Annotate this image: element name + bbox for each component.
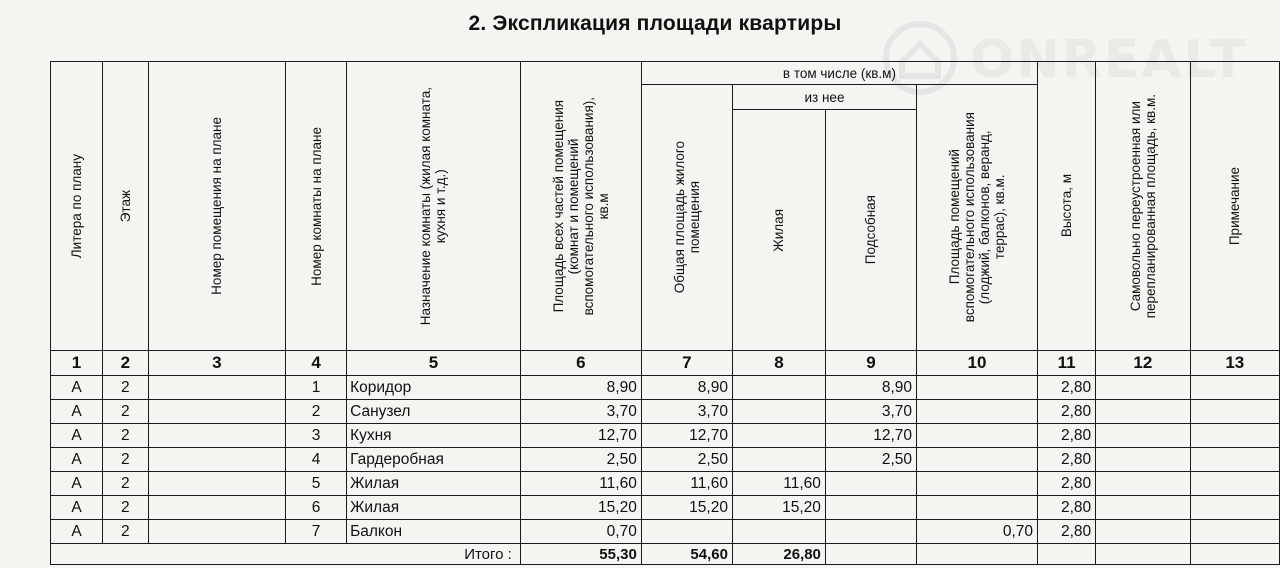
cell-balcony (917, 376, 1038, 400)
cell-purpose: Гардеробная (347, 448, 521, 472)
totals-row (51, 544, 1280, 565)
col-number: 6 (520, 351, 641, 376)
cell-note (1190, 448, 1279, 472)
cell-total-living: 8,90 (641, 376, 732, 400)
totals-living: 26,80 (732, 544, 825, 565)
cell-purpose: Жилая (347, 472, 521, 496)
cell-living: 11,60 (732, 472, 825, 496)
cell-illegal (1096, 472, 1190, 496)
cell-balcony (917, 424, 1038, 448)
cell-height: 2,80 (1038, 496, 1096, 520)
cell-purpose: Кухня (347, 424, 521, 448)
cell-premise (148, 496, 285, 520)
cell-premise (148, 400, 285, 424)
cell-floor: 2 (103, 424, 149, 448)
table-row (51, 448, 1280, 472)
cell-illegal (1096, 520, 1190, 544)
cell-balcony (917, 400, 1038, 424)
header-note: Примечание (1190, 62, 1279, 351)
cell-illegal (1096, 496, 1190, 520)
header-room-purpose: Назначение комнаты (жилая комната, кухня и т.д.) (347, 62, 521, 351)
header-group-of-which: из нее (732, 85, 916, 110)
cell-height: 2,80 (1038, 448, 1096, 472)
cell-balcony (917, 472, 1038, 496)
col-number: 12 (1096, 351, 1190, 376)
cell-floor: 2 (103, 448, 149, 472)
cell-premise (148, 424, 285, 448)
cell-total-all: 3,70 (520, 400, 641, 424)
cell-total-all: 0,70 (520, 520, 641, 544)
table-row (51, 424, 1280, 448)
cell-room: 4 (286, 448, 347, 472)
cell-illegal (1096, 376, 1190, 400)
cell-height: 2,80 (1038, 424, 1096, 448)
col-number: 3 (148, 351, 285, 376)
cell-note (1190, 424, 1279, 448)
cell-litera: А (51, 400, 103, 424)
cell-room: 1 (286, 376, 347, 400)
cell-living: 15,20 (732, 496, 825, 520)
cell-note (1190, 520, 1279, 544)
cell-total-living: 15,20 (641, 496, 732, 520)
header-balcony-area: Площадь помещений вспомогательного использования (лоджий, балконов, веранд, террас), кв.м. (917, 85, 1038, 351)
cell-total-all: 15,20 (520, 496, 641, 520)
table-row (51, 376, 1280, 400)
table-row (51, 496, 1280, 520)
cell-aux: 8,90 (825, 376, 916, 400)
cell-litera: А (51, 472, 103, 496)
cell-total-all: 12,70 (520, 424, 641, 448)
cell-height: 2,80 (1038, 472, 1096, 496)
cell-note (1190, 376, 1279, 400)
explication-table (50, 61, 1280, 565)
cell-illegal (1096, 424, 1190, 448)
cell-purpose: Коридор (347, 376, 521, 400)
cell-note (1190, 400, 1279, 424)
cell-litera: А (51, 520, 103, 544)
cell-living (732, 376, 825, 400)
cell-premise (148, 472, 285, 496)
cell-total-living: 3,70 (641, 400, 732, 424)
cell-litera: А (51, 448, 103, 472)
header-living: Жилая (732, 110, 825, 351)
header-auxiliary: Подсобная (825, 110, 916, 351)
cell-floor: 2 (103, 472, 149, 496)
cell-aux: 12,70 (825, 424, 916, 448)
totals-label: Итого : (51, 544, 521, 565)
cell-living (732, 520, 825, 544)
header-premise-number: Номер помещения на плане (148, 62, 285, 351)
watermark-text: ONREALT (970, 30, 1248, 90)
header-total-living: Общая площадь жилого помещения (641, 85, 732, 351)
cell-litera: А (51, 376, 103, 400)
cell-living (732, 400, 825, 424)
cell-note (1190, 472, 1279, 496)
header-height: Высота, м (1038, 62, 1096, 351)
cell-litera: А (51, 424, 103, 448)
header-group-in-total: в том числе (кв.м) (641, 62, 1037, 85)
cell-total-living: 12,70 (641, 424, 732, 448)
col-number: 5 (347, 351, 521, 376)
cell-purpose: Санузел (347, 400, 521, 424)
header-floor: Этаж (103, 62, 149, 351)
header-room-number: Номер комнаты на плане (286, 62, 347, 351)
col-number: 11 (1038, 351, 1096, 376)
totals-total-living: 54,60 (641, 544, 732, 565)
table-row (51, 520, 1280, 544)
col-number: 8 (732, 351, 825, 376)
col-number: 7 (641, 351, 732, 376)
col-number: 4 (286, 351, 347, 376)
cell-total-living (641, 520, 732, 544)
cell-balcony: 0,70 (917, 520, 1038, 544)
cell-living (732, 448, 825, 472)
cell-room: 5 (286, 472, 347, 496)
header-total-area: Площадь всех частей помещения (комнат и помещений вспомогательного использования), кв.м (520, 62, 641, 351)
cell-height: 2,80 (1038, 400, 1096, 424)
cell-height: 2,80 (1038, 376, 1096, 400)
cell-premise (148, 448, 285, 472)
cell-floor: 2 (103, 520, 149, 544)
col-number: 9 (825, 351, 916, 376)
cell-total-all: 11,60 (520, 472, 641, 496)
header-illegal-area: Самовольно переустроенная или перепланированная площадь, кв.м. (1096, 62, 1190, 351)
col-number: 1 (51, 351, 103, 376)
cell-total-living: 2,50 (641, 448, 732, 472)
cell-balcony (917, 448, 1038, 472)
cell-floor: 2 (103, 376, 149, 400)
table-row (51, 400, 1280, 424)
cell-total-all: 2,50 (520, 448, 641, 472)
col-number: 13 (1190, 351, 1279, 376)
cell-floor: 2 (103, 496, 149, 520)
totals-empty (917, 544, 1038, 565)
header-litera: Литера по плану (51, 62, 103, 351)
table-row (51, 472, 1280, 496)
cell-room: 2 (286, 400, 347, 424)
totals-total-area: 55,30 (520, 544, 641, 565)
cell-room: 6 (286, 496, 347, 520)
cell-litera: А (51, 496, 103, 520)
cell-purpose: Балкон (347, 520, 521, 544)
cell-premise (148, 520, 285, 544)
cell-room: 3 (286, 424, 347, 448)
cell-illegal (1096, 400, 1190, 424)
cell-total-living: 11,60 (641, 472, 732, 496)
col-number: 10 (917, 351, 1038, 376)
totals-empty (825, 544, 916, 565)
cell-aux (825, 496, 916, 520)
cell-height: 2,80 (1038, 520, 1096, 544)
cell-floor: 2 (103, 400, 149, 424)
cell-aux (825, 472, 916, 496)
cell-aux (825, 520, 916, 544)
page-title: 2. Экспликация площади квартиры (468, 12, 842, 35)
cell-note (1190, 496, 1279, 520)
cell-aux: 3,70 (825, 400, 916, 424)
cell-room: 7 (286, 520, 347, 544)
cell-aux: 2,50 (825, 448, 916, 472)
column-numbers-row (51, 351, 1280, 376)
cell-total-all: 8,90 (520, 376, 641, 400)
cell-living (732, 424, 825, 448)
cell-purpose: Жилая (347, 496, 521, 520)
totals-empty (1190, 544, 1279, 565)
cell-balcony (917, 496, 1038, 520)
totals-empty (1038, 544, 1096, 565)
cell-illegal (1096, 448, 1190, 472)
cell-premise (148, 376, 285, 400)
col-number: 2 (103, 351, 149, 376)
totals-empty (1096, 544, 1190, 565)
